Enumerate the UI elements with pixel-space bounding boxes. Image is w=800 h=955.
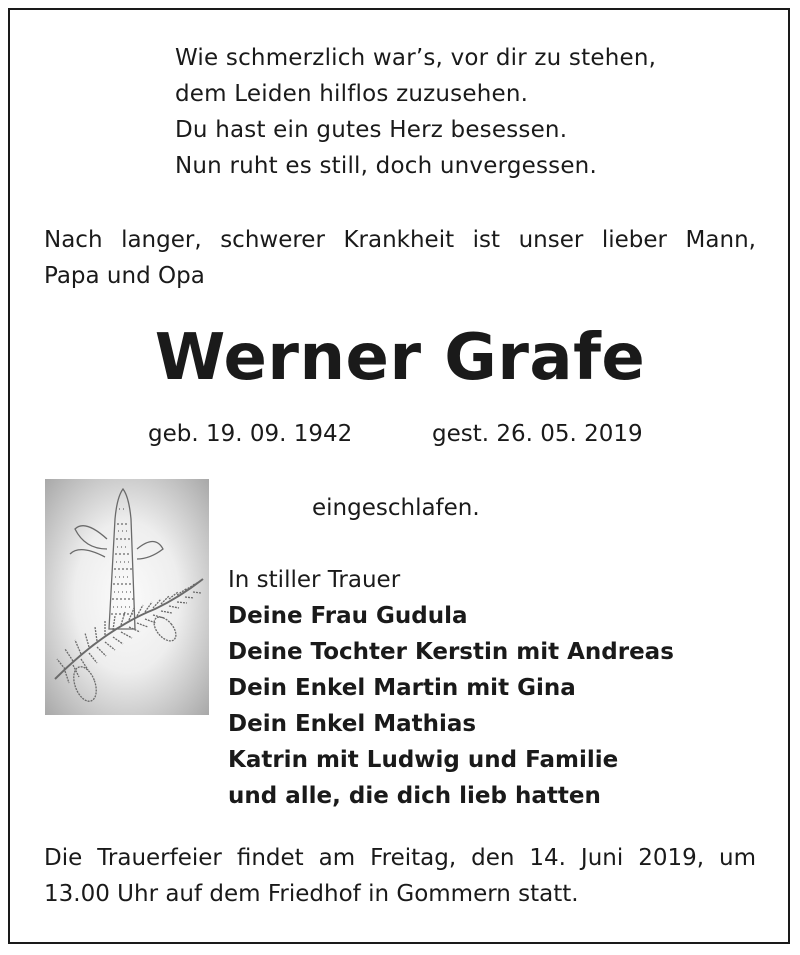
mourner-name: Deine Frau Gudula: [228, 603, 468, 629]
service-line-1: [44, 840, 756, 876]
intro-word: unser: [518, 227, 584, 253]
service-word: 14.: [529, 845, 566, 871]
memorial-poem: [175, 40, 656, 184]
intro-word: Krankheit: [343, 227, 455, 253]
candle-with-fir-branch-icon: [45, 479, 209, 715]
service-word: Trauerfeier: [97, 845, 222, 871]
intro-word: Mann,: [685, 227, 756, 253]
service-word: den: [471, 845, 515, 871]
intro-word: langer,: [121, 227, 202, 253]
deceased-name: Werner Grafe: [154, 321, 646, 395]
service-word: Die: [44, 845, 83, 871]
poem-line: Nun ruht es still, doch unvergessen.: [175, 153, 597, 179]
intro-word: Nach: [44, 227, 103, 253]
mourning-heading: In stiller Trauer: [228, 567, 401, 593]
service-word: findet: [236, 845, 304, 871]
poem-line: Du hast ein gutes Herz besessen.: [175, 117, 568, 143]
service-line-2: 13.00 Uhr auf dem Friedhof in Gommern statt.: [44, 881, 579, 907]
intro-line-1: [44, 222, 756, 258]
service-word: 2019,: [638, 845, 705, 871]
birth-date: geb. 19. 09. 1942: [148, 421, 353, 447]
passed-text: eingeschlafen.: [312, 495, 480, 521]
mourner-name: Dein Enkel Martin mit Gina: [228, 675, 576, 701]
funeral-service-info: [44, 840, 756, 912]
intro-word: lieber: [601, 227, 668, 253]
mourner-name: Katrin mit Ludwig und Familie: [228, 747, 619, 773]
mourner-name: und alle, die dich lieb hatten: [228, 783, 601, 809]
service-word: um: [719, 845, 756, 871]
intro-line-2: Papa und Opa: [44, 263, 205, 289]
poem-line: dem Leiden hilflos zuzusehen.: [175, 81, 529, 107]
service-word: am: [318, 845, 356, 871]
service-word: Juni: [580, 845, 624, 871]
poem-line: Wie schmerzlich war’s, vor dir zu stehen,: [175, 45, 657, 71]
announcement-intro: [44, 222, 756, 294]
intro-word: ist: [472, 227, 501, 253]
intro-word: schwerer: [220, 227, 325, 253]
service-word: Freitag,: [370, 845, 457, 871]
mourner-name: Deine Tochter Kerstin mit Andreas: [228, 639, 674, 665]
mourners-list: [228, 562, 674, 814]
death-date: gest. 26. 05. 2019: [432, 421, 643, 447]
mourner-name: Dein Enkel Mathias: [228, 711, 477, 737]
